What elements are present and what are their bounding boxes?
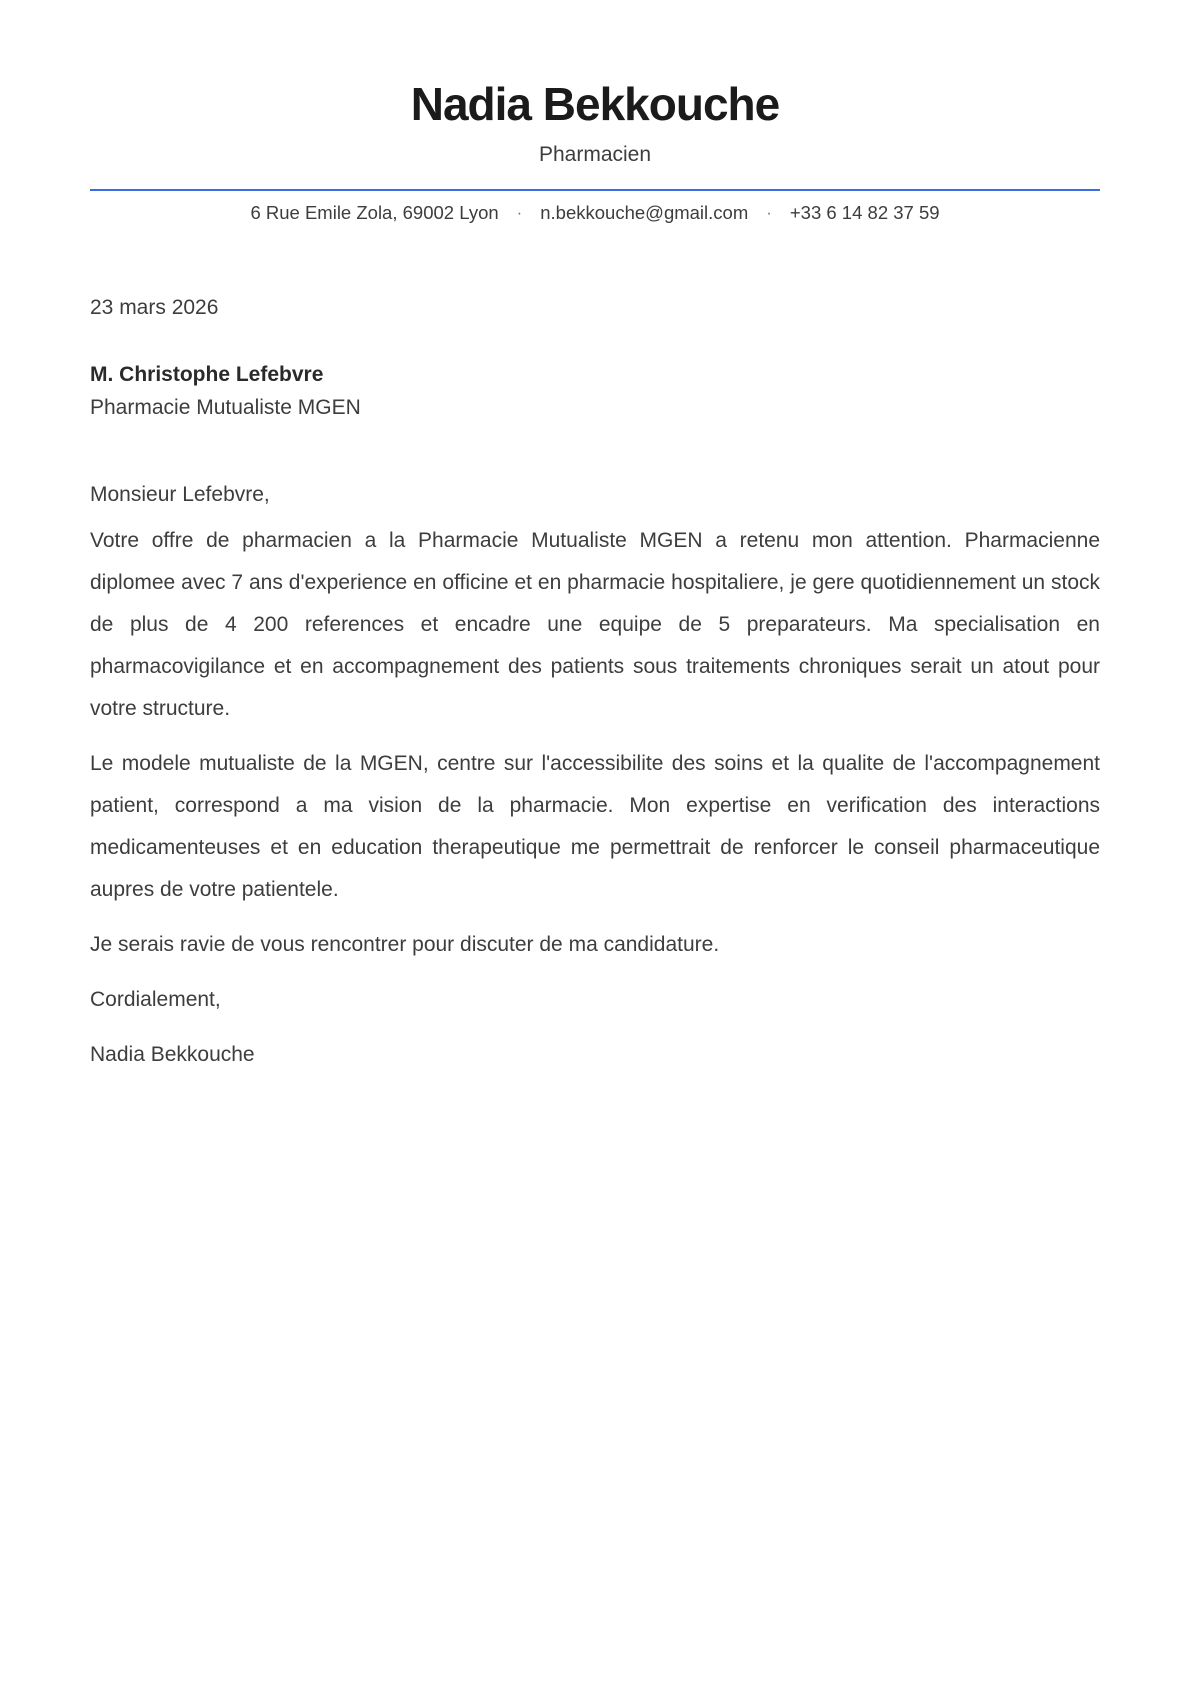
recipient-name: M. Christophe Lefebvre [90, 362, 324, 386]
applicant-name: Nadia Bekkouche [410, 78, 780, 130]
separator-dot: · [516, 204, 523, 222]
letter-paragraph: Votre offre de pharmacien a la Pharmacie Mutualiste MGEN a retenu mon attention. Pharmacienne diplomee avec 7 ans d'experience en officine et en pharmacie hospitaliere, je gere quotidiennement un stock de plus de 4 200 references et encadre une equipe de 5 preparateurs. Ma specialisation en pharmacovigilance et en accompagnement des patients sous traitements chroniques serait un atout pour votre structure. [90, 529, 1100, 721]
contact-address: 6 Rue Emile Zola, 69002 Lyon [250, 201, 499, 223]
accent-divider [90, 189, 1100, 191]
applicant-job-title: Pharmacien [538, 142, 652, 166]
letter-date: 23 mars 2026 [90, 295, 219, 319]
separator-dot: · [766, 204, 772, 222]
recipient-block [90, 358, 1100, 425]
signature-name: Nadia Bekkouche [90, 1043, 255, 1067]
closing-line: Cordialement, [90, 988, 221, 1012]
salutation: Monsieur Lefebvre, [90, 483, 270, 507]
contact-line [90, 202, 1100, 224]
contact-phone: +33 6 14 82 37 59 [789, 201, 940, 223]
recipient-company: Pharmacie Mutualiste MGEN [90, 396, 361, 420]
letter-header [90, 78, 1100, 224]
contact-email: n.bekkouche@gmail.com [540, 201, 749, 223]
letter-paragraph: Je serais ravie de vous rencontrer pour discuter de ma candidature. [90, 933, 720, 957]
letter-body [90, 296, 1100, 1076]
letter-paragraph: Le modele mutualiste de la MGEN, centre sur l'accessibilite des soins et la qualite de l'accompagnement patient, correspond a ma vision de la pharmacie. Mon expertise en verification des interactions medicamenteuses et en education therapeutique me permettrait de renforcer le conseil pharmaceutique aupres de votre patientele. [90, 752, 1100, 902]
